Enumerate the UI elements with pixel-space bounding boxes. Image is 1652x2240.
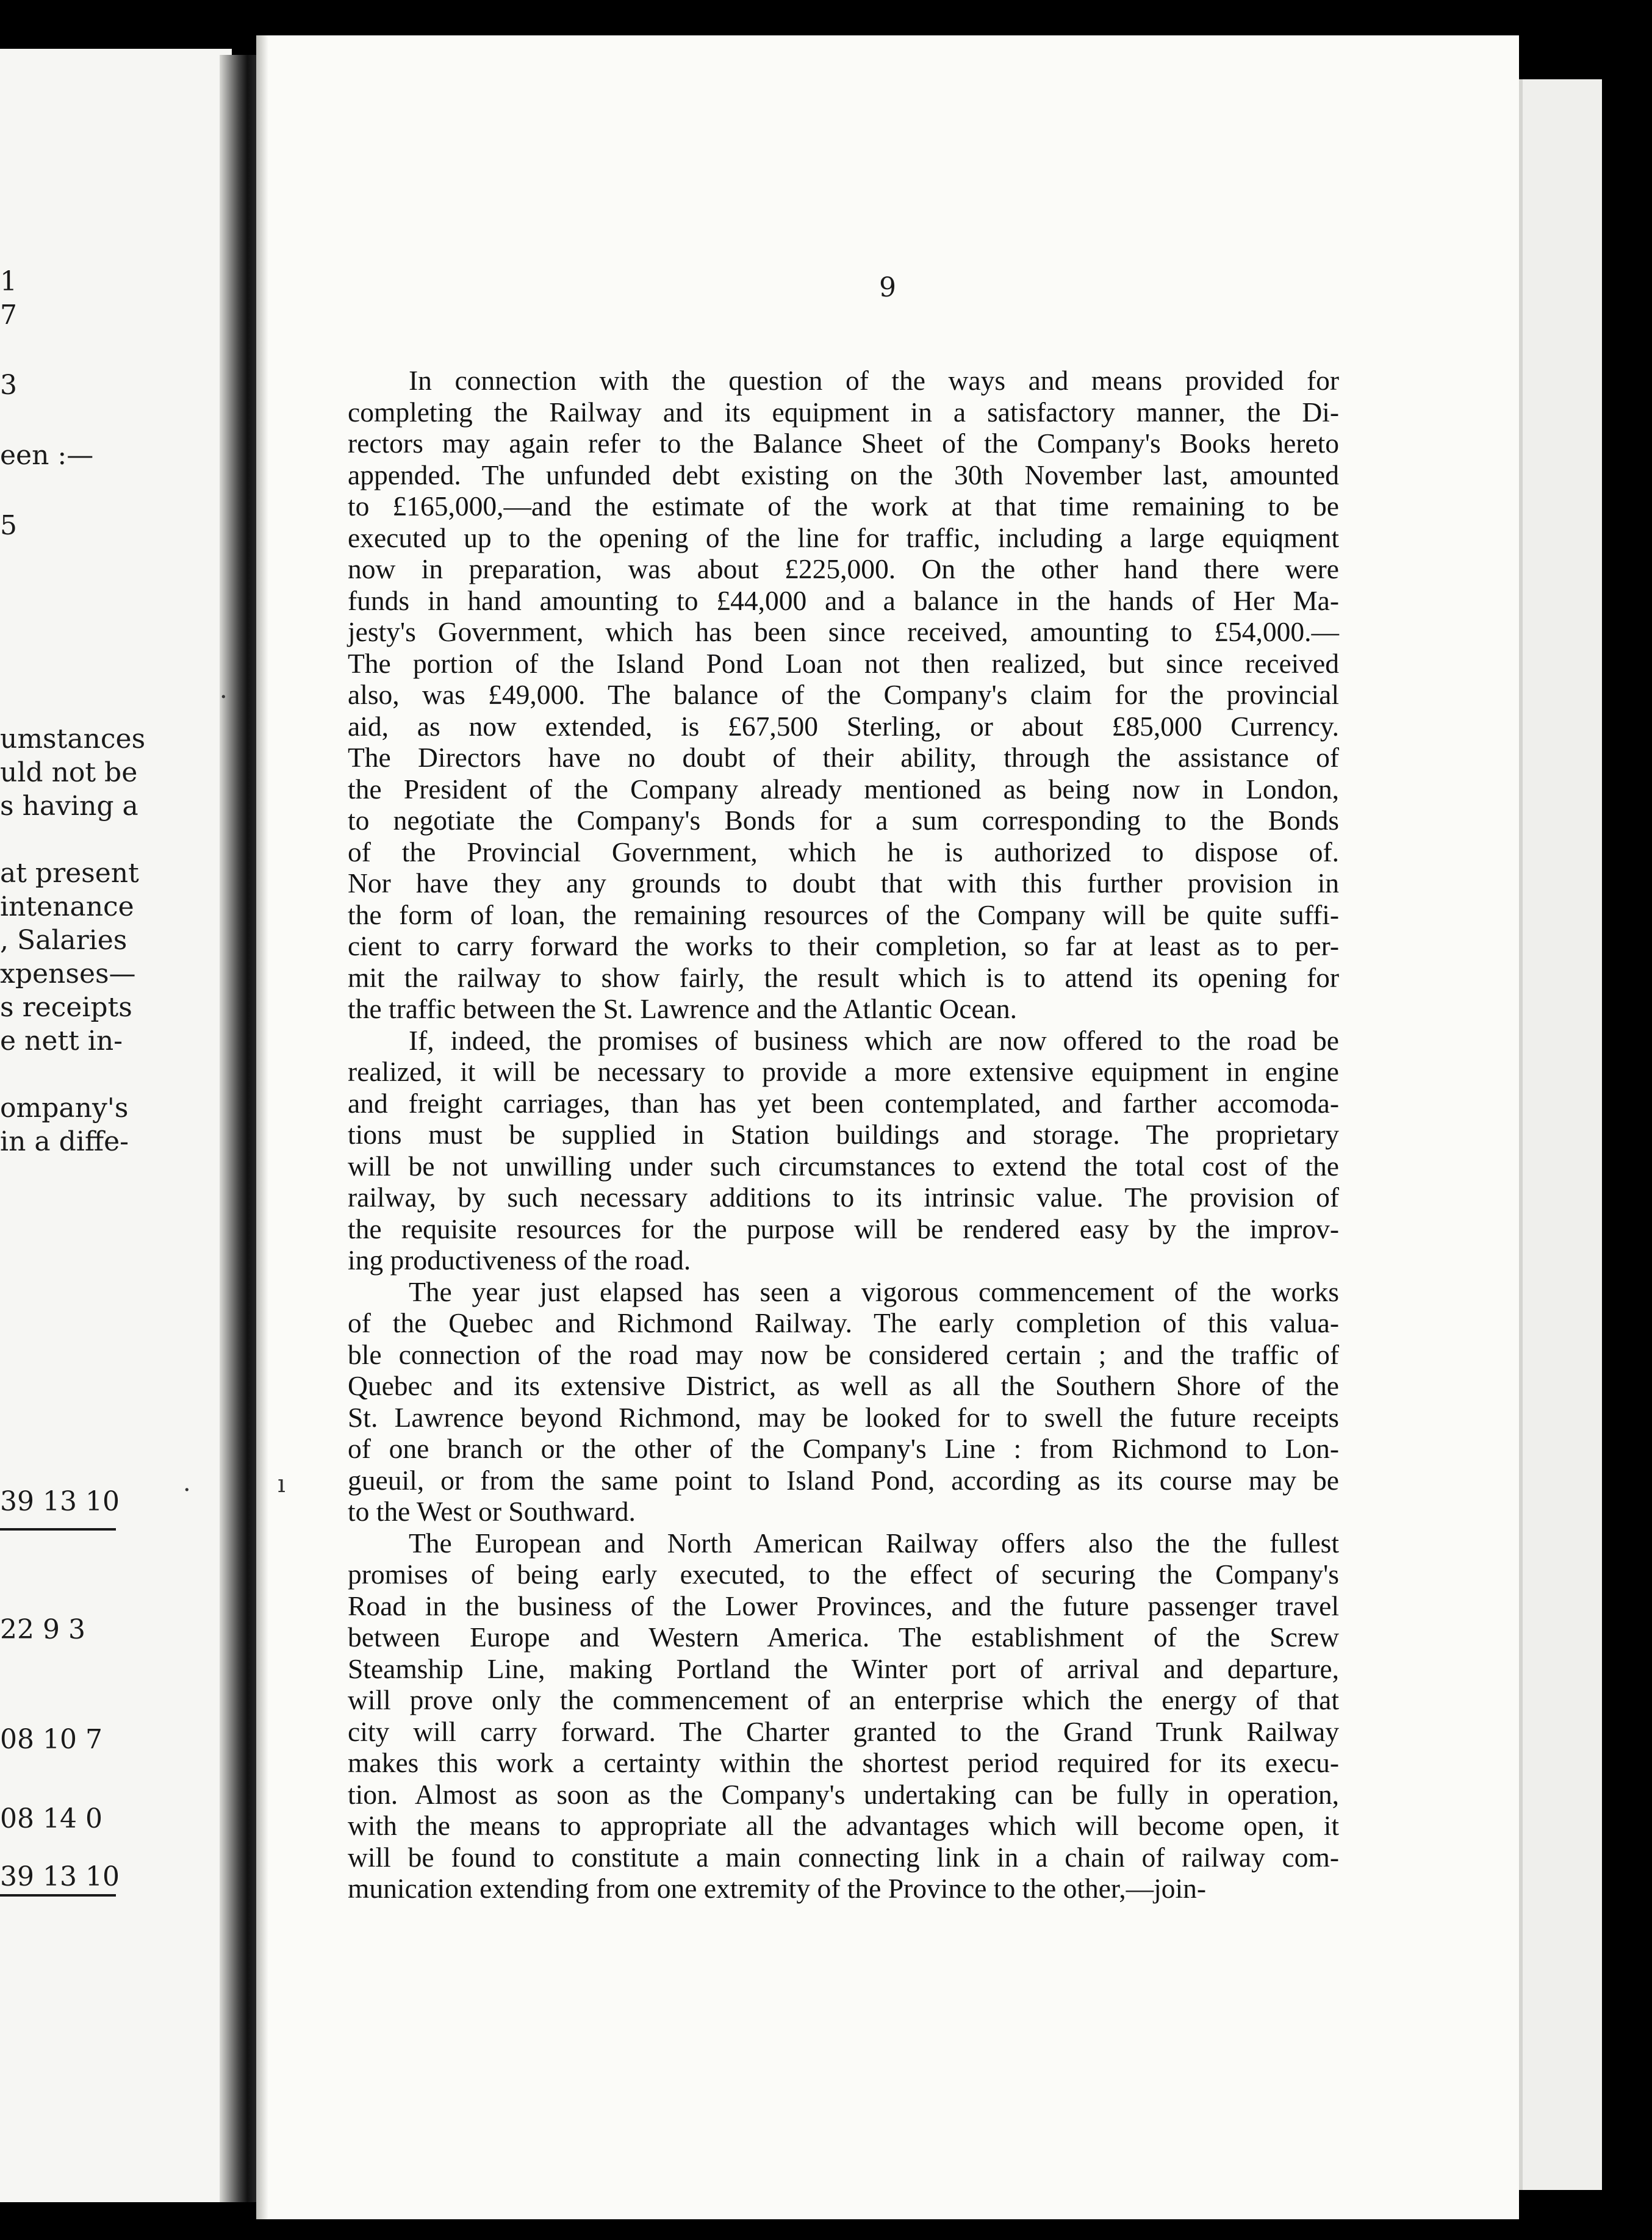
text-line: jesty's Government, which has been since received, amounting to £54,000.— (348, 616, 1339, 647)
text-line: between Europe and Western America. The establishment of the Screw (348, 1621, 1339, 1653)
text-line: If, indeed, the promises of business which are now offered to the road be (409, 1024, 1339, 1056)
text-line: city will carry forward. The Charter granted to the Grand Trunk Railway (348, 1715, 1339, 1747)
left-page-text-fragment: uld not be (0, 757, 138, 788)
text-line: tions must be supplied in Station buildings and storage. The proprietary (348, 1119, 1339, 1150)
text-line: In connection with the question of the ways and means provided for (409, 365, 1339, 396)
text-line: will prove only the commencement of an enterprise which the energy of that (348, 1684, 1339, 1715)
text-line: and freight carriages, than has yet been contemplated, and farther accomoda- (348, 1087, 1339, 1119)
text-line: the President of the Company already mentioned as being now in London, (348, 773, 1339, 805)
margin-speck: ı (278, 1470, 286, 1498)
text-line: now in preparation, was about £225,000. On the other hand there were (348, 553, 1339, 584)
text-line: cient to carry forward the works to their completion, so far at least as to per- (348, 930, 1339, 961)
margin-speck: · (220, 683, 228, 711)
text-line: completing the Railway and its equipment in a satisfactory manner, the Di- (348, 396, 1339, 428)
main-page (256, 35, 1519, 2219)
left-page-text-fragment: intenance (0, 891, 134, 922)
text-line: Nor have they any grounds to doubt that with this further provision in (348, 867, 1339, 899)
left-page-text-fragment: een :— (0, 440, 94, 471)
left-page-text-fragment: umstances (0, 723, 146, 755)
left-page-text-fragment: ompany's (0, 1093, 129, 1124)
text-line: gueuil, or from the same point to Island Pond, according as its course may be (348, 1464, 1339, 1496)
text-line: will be found to constitute a main connecting link in a chain of railway com- (348, 1841, 1339, 1873)
text-line: the traffic between the St. Lawrence and the Atlantic Ocean. (348, 993, 1017, 1024)
text-line: aid, as now extended, is £67,500 Sterling, or about £85,000 Currency. (348, 710, 1339, 742)
page-edge-shading (256, 35, 268, 2219)
text-line: mit the railway to show fairly, the result which is to attend its opening for (348, 961, 1339, 993)
left-page-text-fragment: s having a (0, 791, 138, 822)
left-page-text-fragment: 39 13 10 (0, 1486, 120, 1517)
left-page-text-fragment: s receipts (0, 992, 132, 1023)
text-line: Quebec and its extensive District, as well as all the Southern Shore of the (348, 1370, 1339, 1401)
text-line: The European and North American Railway offers also the the fullest (409, 1527, 1339, 1559)
text-line: the requisite resources for the purpose will be rendered easy by the improv- (348, 1213, 1339, 1244)
text-line: rectors may again refer to the Balance Sheet of the Company's Books hereto (348, 428, 1339, 459)
left-page-text-fragment: , Salaries (0, 925, 127, 956)
text-line: to the West or Southward. (348, 1496, 636, 1527)
text-line: The Directors have no doubt of their ability, through the assistance of (348, 742, 1339, 773)
left-page-text-fragment: in a diffe- (0, 1126, 129, 1157)
text-line: makes this work a certainty within the shortest period required for its execu- (348, 1747, 1339, 1778)
text-line: tion. Almost as soon as the Company's undertaking can be fully in operation, (348, 1778, 1339, 1810)
left-page-text-fragment: 7 (0, 300, 17, 331)
text-line: funds in hand amounting to £44,000 and a balance in the hands of Her Ma- (348, 584, 1339, 616)
left-page-text-fragment: 5 (0, 510, 17, 541)
text-line: to £165,000,—and the estimate of the work at that time remaining to be (348, 490, 1339, 522)
left-page-total-rule (0, 1528, 116, 1531)
left-page-fragment (0, 49, 232, 2202)
text-line: the form of loan, the remaining resources of the Company will be quite suffi- (348, 899, 1339, 930)
next-page-edge (1519, 79, 1602, 2190)
text-line: will be not unwilling under such circumstances to extend the total cost of the (348, 1150, 1339, 1182)
left-page-text-fragment: 08 10 7 (0, 1724, 102, 1755)
text-line: with the means to appropriate all the advantages which will become open, it (348, 1810, 1339, 1841)
page-number: 9 (879, 272, 896, 303)
text-line: appended. The unfunded debt existing on the 30th November last, amounted (348, 459, 1339, 490)
text-line: Steamship Line, making Portland the Winter port of arrival and departure, (348, 1653, 1339, 1684)
text-line: of the Quebec and Richmond Railway. The early completion of this valua- (348, 1307, 1339, 1338)
left-page-text-fragment: e nett in- (0, 1025, 123, 1057)
left-page-text-fragment: 22 9 3 (0, 1614, 85, 1645)
left-page-text-fragment: 3 (0, 370, 17, 401)
margin-speck: · (183, 1476, 191, 1504)
text-line: railway, by such necessary additions to its intrinsic value. The provision of (348, 1182, 1339, 1213)
text-line: also, was £49,000. The balance of the Company's claim for the provincial (348, 679, 1339, 710)
text-line: The portion of the Island Pond Loan not then realized, but since received (348, 647, 1339, 679)
left-page-text-fragment: at present (0, 858, 139, 889)
text-line: promises of being early executed, to the effect of securing the Company's (348, 1559, 1339, 1590)
text-line: of one branch or the other of the Company's Line : from Richmond to Lon- (348, 1433, 1339, 1464)
text-line: of the Provincial Government, which he is authorized to dispose of. (348, 836, 1339, 867)
left-page-text-fragment: 39 13 10 (0, 1861, 120, 1892)
text-line: ble connection of the road may now be considered certain ; and the traffic of (348, 1338, 1339, 1370)
left-page-total-rule (0, 1894, 116, 1897)
text-line: ing productiveness of the road. (348, 1244, 691, 1276)
text-line: munication extending from one extremity of the Province to the other,—join- (348, 1873, 1207, 1904)
left-page-text-fragment: 1 (0, 266, 17, 297)
text-line: realized, it will be necessary to provide a more extensive equipment in engine (348, 1056, 1339, 1087)
body-text (348, 365, 1339, 1904)
text-line: The year just elapsed has seen a vigorous commencement of the works (409, 1276, 1339, 1307)
text-line: to negotiate the Company's Bonds for a sum corresponding to the Bonds (348, 805, 1339, 836)
left-page-text-fragment: xpenses— (0, 958, 136, 989)
text-line: Road in the business of the Lower Provinces, and the future passenger travel (348, 1590, 1339, 1621)
left-page-text-fragment: 08 14 0 (0, 1803, 102, 1834)
text-line: St. Lawrence beyond Richmond, may be looked for to swell the future receipts (348, 1401, 1339, 1433)
text-line: executed up to the opening of the line for traffic, including a large equiqment (348, 522, 1339, 553)
